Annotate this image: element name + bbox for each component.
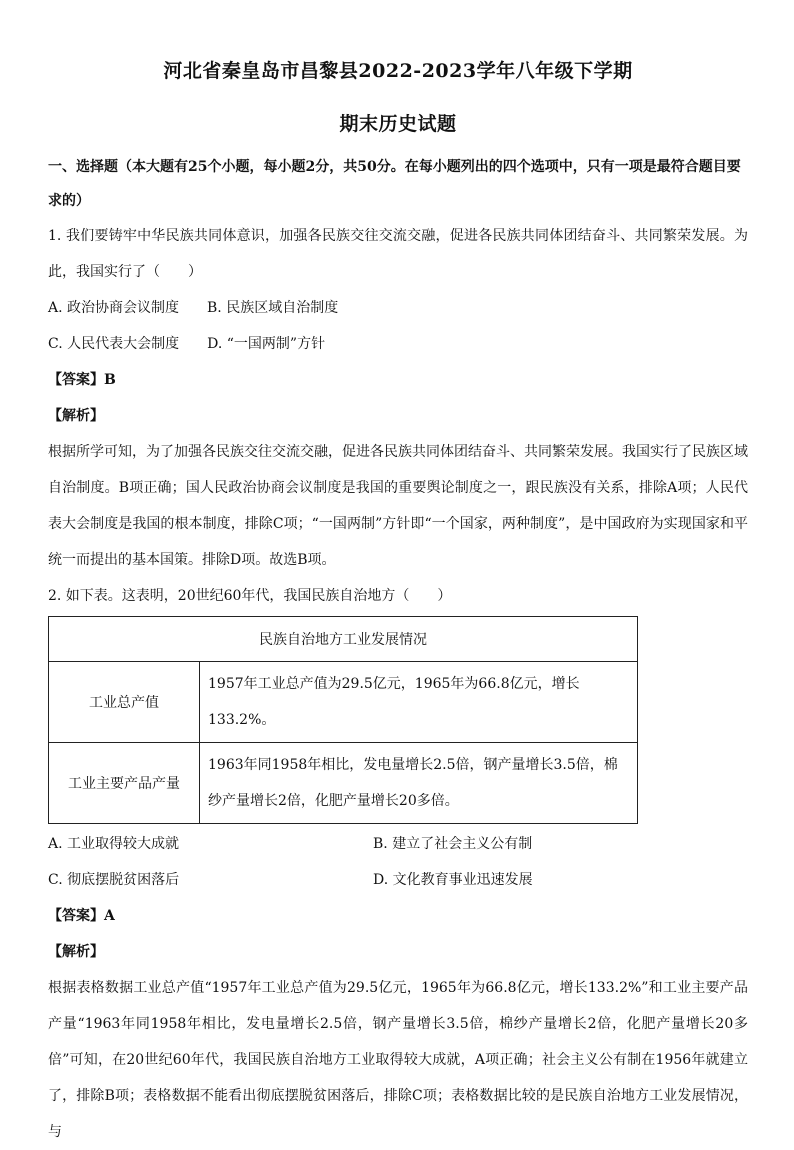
table-row <box>49 743 638 824</box>
exam-title-line1: 河北省秦皇岛市昌黎县2022-2023学年八年级下学期 <box>163 60 633 82</box>
option-b: B. 建立了社会主义公有制 <box>373 836 533 852</box>
option-d: D. 文化教育事业迅速发展 <box>373 872 533 888</box>
exam-title-line2: 期末历史试题 <box>339 113 457 135</box>
question-1-answer: 【答案】B <box>48 372 116 388</box>
question-1-analysis: 根据所学可知，为了加强各民族交往交流交融，促进各民族共同体团结奋斗、共同繁荣发展。我国实行了民族区域自治制度。B项正确；国人民政治协商会议制度是我国的重要舆论制度之一，跟民族没有关系，排除A项；人民代表大会制度是我国的根本制度，排除C项；“一国两制”方针即“一个国家，两种制度”，是中国政府为实现国家和平统一而提出的基本国策。排除D项。故选B项。 <box>48 444 748 568</box>
table-row-label: 工业主要产品产量 <box>49 743 200 824</box>
section-header: 一、选择题（本大题有25个小题，每小题2分，共50分。在每小题列出的四个选项中，只有一项是最符合题目要求的） <box>48 159 741 209</box>
question-1 <box>48 218 748 578</box>
table-row-text: 1957年工业总产值为29.5亿元，1965年为66.8亿元，增长133.2%。 <box>200 662 638 743</box>
table-header: 民族自治地方工业发展情况 <box>49 617 638 662</box>
table-row-text: 1963年同1958年相比，发电量增长2.5倍，钢产量增长3.5倍，棉纱产量增长2倍，化肥产量增长20多倍。 <box>200 743 638 824</box>
option-a: A. 政治协商会议制度 <box>48 300 180 316</box>
question-2-options-row1 <box>48 826 748 862</box>
option-a: A. 工业取得较大成就 <box>48 836 180 852</box>
option-d: D. “一国两制”方针 <box>207 336 326 352</box>
question-2-analysis-label: 【解析】 <box>48 944 104 960</box>
industry-table <box>48 616 638 824</box>
question-1-analysis-label: 【解析】 <box>48 408 104 424</box>
question-2-answer: 【答案】A <box>48 908 115 924</box>
question-2-analysis: 根据表格数据工业总产值“1957年工业总产值为29.5亿元，1965年为66.8亿元，增长133.2%”和工业主要产品产量“1963年同1958年相比，发电量增长2.5倍，钢产量增长3.5倍，棉纱产量增长2倍，化肥产量增长20多倍”可知，在20世纪60年代，我国民族自治地方工业取得较大成就，A项正确；社会主义公有制在1956年就建立了，排除B项；表格数据不能看出彻底摆脱贫困落后，排除C项；表格数据比较的是民族自治地方工业发展情况，与 <box>48 980 748 1140</box>
table-row <box>49 662 638 743</box>
option-c: C. 彻底摆脱贫困落后 <box>48 872 180 888</box>
option-b: B. 民族区域自治制度 <box>207 300 339 316</box>
question-1-options-row2 <box>48 326 748 362</box>
question-1-options-row1 <box>48 290 748 326</box>
question-2 <box>48 578 748 1150</box>
question-2-options-row2 <box>48 862 748 898</box>
question-2-stem: 2. 如下表。这表明，20世纪60年代，我国民族自治地方（ ） <box>48 588 452 604</box>
question-1-stem: 1. 我们要铸牢中华民族共同体意识，加强各民族交往交流交融，促进各民族共同体团结奋斗、共同繁荣发展。为此，我国实行了（ ） <box>48 228 748 280</box>
option-c: C. 人民代表大会制度 <box>48 336 180 352</box>
exam-page <box>48 56 748 1150</box>
table-row-label: 工业总产值 <box>49 662 200 743</box>
